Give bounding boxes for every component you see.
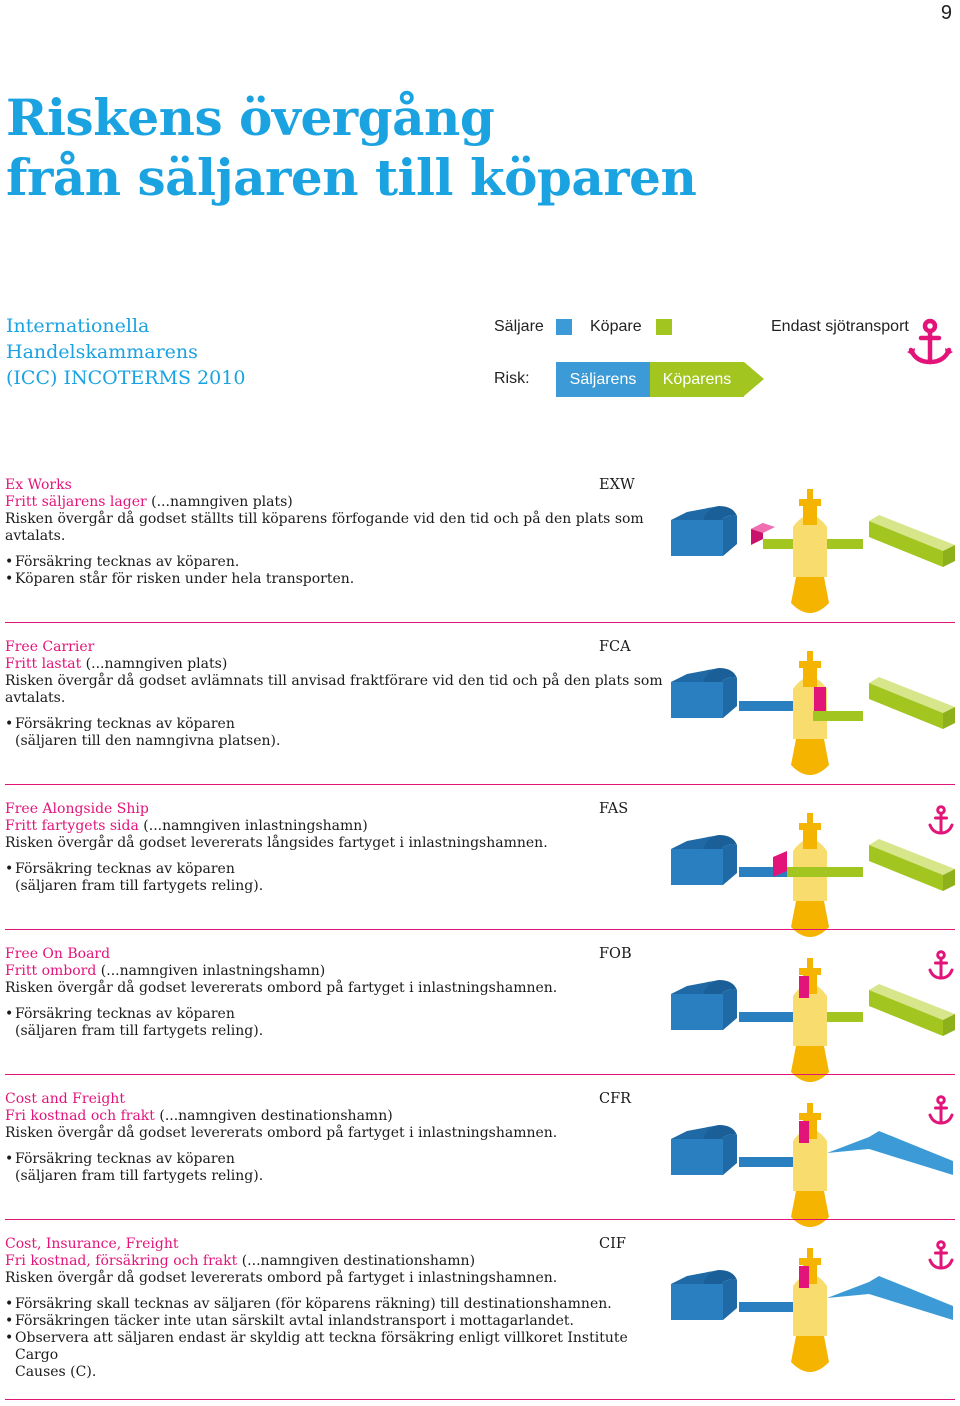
term-description-line: Risken övergår då godset levererats ombord på fartyget i inlastningshamnen. — [5, 1125, 558, 1141]
term-description-line: Risken övergår då godset levererats långsides fartyget i inlastningshamnen. — [5, 835, 548, 851]
cif-illustration — [663, 1236, 958, 1376]
term-place: (...namngiven plats) — [81, 656, 228, 672]
section-text — [5, 1091, 665, 1185]
legend-buyer-label: Köpare — [590, 318, 642, 335]
term-swedish-name-highlight: Fritt lastat — [5, 656, 82, 672]
risk-arrow — [556, 362, 764, 397]
term-swedish-name-highlight: Fri kostnad, försäkring och frakt — [5, 1253, 238, 1269]
page-number: 9 — [940, 2, 952, 24]
title-line-2: från säljaren till köparen — [6, 148, 697, 207]
section-separator — [5, 784, 955, 785]
bullet-list — [5, 1006, 665, 1040]
bullet-item: • Försäkring tecknas av köparen (säljaren fram till fartygets reling). — [5, 861, 665, 895]
term-swedish-name-highlight: Fritt fartygets sida — [5, 818, 139, 834]
term-swedish-name — [5, 1253, 665, 1270]
legend-buyer-swatch — [656, 319, 672, 335]
anchor-icon — [930, 952, 952, 978]
term-swedish-name — [5, 656, 665, 673]
term-place: (...namngiven plats) — [146, 494, 293, 510]
term-description-line: Risken övergår då godset avlämnats till anvisad fraktförare vid den tid och på den plats som — [5, 673, 663, 689]
bullet-list — [5, 861, 665, 895]
fob-illustration — [663, 946, 958, 1086]
section-separator — [5, 929, 955, 930]
incoterm-code: CIF — [599, 1236, 626, 1252]
term-description-line: avtalats. — [5, 690, 66, 706]
term-english-name: Free On Board — [5, 946, 111, 962]
anchor-icon — [930, 1242, 952, 1268]
incoterm-code: CFR — [599, 1091, 632, 1107]
anchor-icon — [930, 1097, 952, 1123]
term-swedish-name — [5, 963, 665, 980]
term-english-name: Cost, Insurance, Freight — [5, 1236, 179, 1252]
title-line-1: Riskens övergång — [6, 88, 495, 147]
bullet-item: • Observera att säljaren endast är skyldig att teckna försäkring enligt villkoret Institute Cargo Causes (C). — [5, 1330, 665, 1381]
term-description-line: avtalats. — [5, 528, 66, 544]
term-place: (...namngiven inlastningshamn) — [138, 818, 368, 834]
risk-label: Risk: — [494, 370, 530, 387]
term-swedish-name — [5, 1108, 665, 1125]
cfr-illustration — [663, 1091, 958, 1231]
anchor-icon — [906, 318, 954, 368]
bullet-item: • Försäkring tecknas av köparen (säljaren fram till fartygets reling). — [5, 1151, 665, 1185]
section-separator — [5, 1074, 955, 1075]
term-english-name: Free Carrier — [5, 639, 95, 655]
icc-line-3: (ICC) INCOTERMS 2010 — [6, 367, 246, 389]
bullet-item: • Försäkring tecknas av köparen (säljaren till den namngivna platsen). — [5, 716, 665, 750]
term-swedish-name-highlight: Fri kostnad och frakt — [5, 1108, 155, 1124]
term-description-line: Risken övergår då godset levererats ombord på fartyget i inlastningshamnen. — [5, 1270, 558, 1286]
risk-seller-segment: Säljarens — [556, 362, 650, 397]
bullet-item: • Försäkring skall tecknas av säljaren (för köparens räkning) till destinationshamnen. — [5, 1296, 665, 1313]
section-text — [5, 946, 665, 1040]
icc-line-1: Internationella — [6, 315, 150, 337]
fas-illustration — [663, 801, 958, 941]
legend-seller-label: Säljare — [494, 318, 544, 335]
section-separator — [5, 1219, 955, 1220]
legend-sea-only: Endast sjötransport — [771, 318, 909, 335]
page-title — [6, 88, 696, 208]
term-english-name: Ex Works — [5, 477, 72, 493]
bullet-list — [5, 1296, 665, 1381]
icc-heading — [6, 313, 245, 391]
bullet-list — [5, 554, 665, 588]
incoterm-code: EXW — [599, 477, 635, 493]
term-english-name: Free Alongside Ship — [5, 801, 149, 817]
term-place: (...namngiven destinationshamn) — [237, 1253, 476, 1269]
risk-arrow-tip — [744, 362, 764, 396]
section-separator — [5, 622, 955, 623]
exw-illustration — [663, 477, 958, 617]
term-description-line: Risken övergår då godset ställts till köparens förfogande vid den tid och på den plats som — [5, 511, 644, 527]
anchor-icon — [930, 807, 952, 833]
term-english-name: Cost and Freight — [5, 1091, 125, 1107]
legend-seller-swatch — [556, 319, 572, 335]
term-description-line: Risken övergår då godset levererats ombord på fartyget i inlastningshamnen. — [5, 980, 558, 996]
term-swedish-name-highlight: Fritt säljarens lager — [5, 494, 147, 510]
bullet-item: • Försäkringen täcker inte utan särskilt avtal inlandstransport i mottagarlandet. — [5, 1313, 665, 1330]
term-swedish-name — [5, 818, 665, 835]
bullet-list — [5, 716, 665, 750]
section-text — [5, 639, 665, 750]
icc-line-2: Handelskammarens — [6, 341, 198, 363]
incoterm-code: FCA — [599, 639, 631, 655]
incoterm-code: FAS — [599, 801, 629, 817]
term-place: (...namngiven inlastningshamn) — [96, 963, 326, 979]
fca-illustration — [663, 639, 958, 779]
bullet-item: • Försäkring tecknas av köparen (säljaren fram till fartygets reling). — [5, 1006, 665, 1040]
section-separator — [5, 1399, 955, 1400]
section-text — [5, 1236, 665, 1381]
section-text — [5, 477, 665, 588]
term-swedish-name — [5, 494, 665, 511]
bullet-item: • Försäkring tecknas av köparen. — [5, 554, 665, 571]
incoterm-code: FOB — [599, 946, 632, 962]
section-text — [5, 801, 665, 895]
bullet-list — [5, 1151, 665, 1185]
term-swedish-name-highlight: Fritt ombord — [5, 963, 97, 979]
bullet-item: • Köparen står för risken under hela transporten. — [5, 571, 665, 588]
risk-buyer-segment: Köparens — [650, 362, 744, 397]
term-place: (...namngiven destinationshamn) — [154, 1108, 393, 1124]
